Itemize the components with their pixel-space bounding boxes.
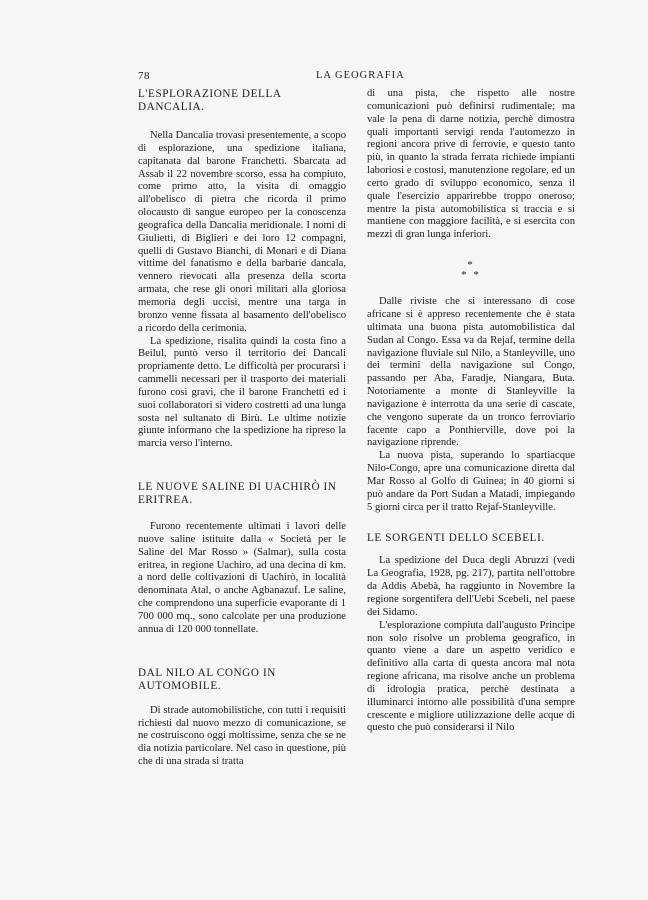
paragraph-scebeli-2: L'esplorazione compiuta dall'augusto Principe non solo risolve un problema geografico, in quanto viene a dare un aspetto veridico e definitivo alla carta di questa ancora mal nota regione africana, ma risolve anche un problema di idrologia pratica, perchè destinata a illuminarci intorno alle possibilità d'una sempre crescente e migliore utilizzazione delle acque di questo che può considerarsi il Nilo (367, 619, 575, 734)
paragraph-saline-1: Furono recentemente ultimati i lavori delle nuove saline istituite dalla « Società per le Saline del Mar Rosso » (Salmar), sulla costa eritrea, in regione Uachiro, ad una decina di km. a nord delle coltivazioni di Uachirò, in località denominata Atal, o anche Agbanazuf. Le saline, che comprendono una superficie evaporante di 1 700 000 mq., sono calcolate per una produzione annua di 120 000 tonnellate. (138, 521, 346, 635)
paragraph-nilo-congo-continuation: di una pista, che rispetto alle nostre comunicazioni può definirsi rudimentale; ma vale la pena di darne notizia, perchè dimostra quali importanti servigi renda l'automezzo in regioni ancora prive di ferrovie, e questo tanto più, in quanto la strada ferrata richiede impianti laboriosi e costosi, manutenzione regolare, ed un certo grado di sviluppo economico, senza il quale l'esercizio apparirebbe troppo oneroso; mentre la pista automobilistica si traccia e si mantiene con maggiore facilità, e si esercita con mezzi di gran lunga inferiori. (367, 88, 575, 241)
asterism-bottom: * * (461, 269, 481, 282)
asterism-separator (367, 260, 575, 280)
paragraph-dancalia-2: La spedizione, risalita quindi la costa fino a Beilul, puntò verso il territorio dei Dancali propriamente detto. Le difficoltà per procurarsi i cammelli necessari per il trasporto dei materiali furono così gravi, che il barone Franchetti ed i suoi collaboratori si videro costretti ad una lunga sosta nel sultanato di Birù. Le ultime notizie giunte informano che la spedizione ha ripreso la marcia verso l'interno. (138, 335, 346, 450)
paragraph-scebeli-1: La spedizione del Duca degli Abruzzi (vedi La Geografia, 1928, pg. 217), partita nell'ottobre da Addis Abebà, ha raggiunto in Novembre la regione sorgentifera dell'Uebi Scebeli, nel paese dei Sidamo. (367, 555, 575, 618)
running-title: LA GEOGRAFIA (316, 70, 405, 81)
heading-scebeli: LE SORGENTI DELLO SCEBELI. (367, 532, 545, 545)
left-column (138, 88, 346, 769)
paragraph-nilo-congo-2: Dalle riviste che si interessano di cose africane si è appreso recentemente che è stata ultimata una buona pista automobilistica dal Sudan al Congo. Essa va da Rejaf, termine della navigazione fluviale sul Nilo, a Stanleyville, uno dei termini della navigazione sul Congo, passando per Aba, Faradje, Niangara, Buta. Notoriamente a monte di Stanleyville la navigazione è interrotta da una serie di cascate, che vengono superate da un tronco ferroviario facente capo a Ponthierville, dove poi la navigazione riprende. (367, 296, 575, 449)
page-header (138, 70, 578, 84)
paragraph-dancalia-1: Nella Dancalia trovasi presentemente, a scopo di esplorazione, una spedizione italiana, capitanata dal barone Franchetti. Sbarcata ad Assab il 22 novembre scorso, essa ha compiuto, come primo atto, la visita di omaggio all'obelisco di pietra che ricorda il primo olocausto di sangue europeo per la conoscenza geografica della Dancalia meridionale. I nomi di Giulietti, di Biglieri e dei loro 12 compagni, quelli di Gustavo Bianchi, di Monari e di Diana vittime del fanatismo e della barbarie dancala, vennero rievocati alla presenza della scorta armata, che rese gli onori militari alla gloriosa memoria degli uccisi, mentre una targa in bronzo venne fissata al basamento dell'obelisco a ricordo della cerimonia. (138, 130, 346, 334)
right-column (367, 88, 575, 735)
heading-saline: LE NUOVE SALINE DI UACHIRÒ IN ERITREA. (138, 481, 337, 507)
heading-nilo-congo: DAL NILO AL CONGO IN AUTOMOBILE. (138, 666, 276, 692)
heading-dancalia: L'ESPLORAZIONE DELLA DANCALIA. (138, 88, 281, 113)
paragraph-nilo-congo-1: Di strade automobilistiche, con tutti i requisiti richiesti dal nuovo mezzo di comunicazione, se ne costruiscono oggi moltissime, senza che se ne dia notizia particolare. Nel caso in questione, più che di una strada si tratta (138, 704, 346, 768)
asterism-top: * (467, 259, 475, 272)
page-number: 78 (138, 70, 150, 82)
paragraph-nilo-congo-3: La nuova pista, superando lo spartiacque Nilo-Congo, apre una comunicazione diretta dal Mar Rosso al Golfo di Guinea; in 40 giorni si può andare da Port Sudan a Matadi, impiegando 5 giorni circa per il tratto Rejaf-Stanleyville. (367, 450, 575, 513)
